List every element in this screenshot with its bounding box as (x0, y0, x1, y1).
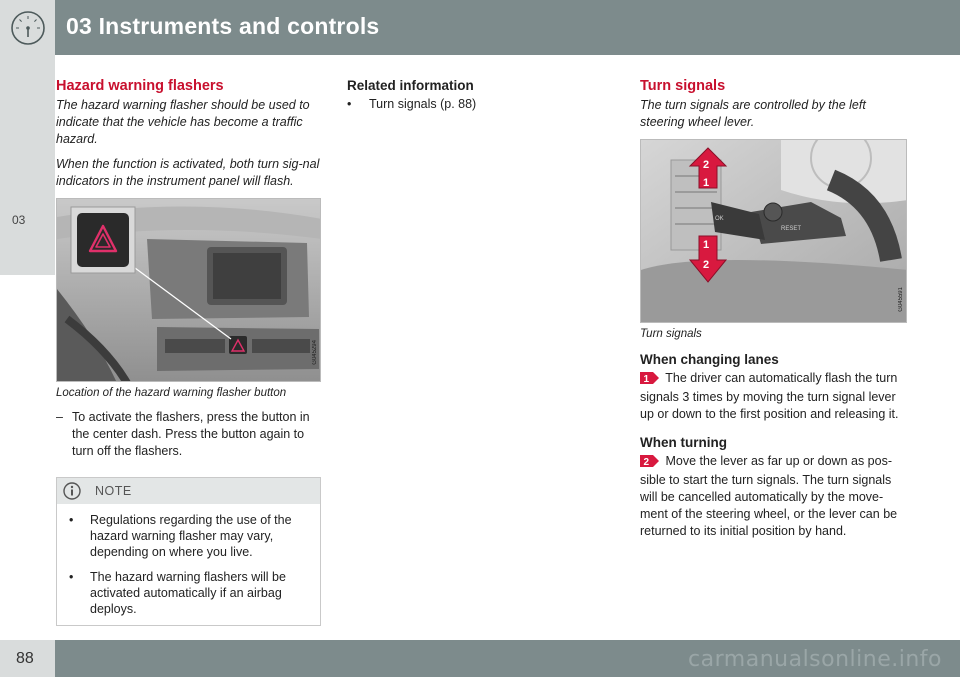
bullet: • (69, 513, 74, 527)
svg-text:2: 2 (703, 159, 710, 171)
chapter-tab-label: 03 (12, 213, 26, 227)
dashboard-illustration (57, 199, 321, 382)
chapter-tab (0, 55, 55, 275)
hazard-intro-2: When the function is activated, both turn sig-nal indicators in the instrument panel will flash. (56, 157, 320, 188)
page-number-box (0, 640, 55, 677)
figure-code: G045591 (898, 287, 904, 312)
hazard-intro-1: The hazard warning flasher should be used to indicate that the vehicle has become a traffic hazard. (56, 98, 310, 146)
svg-text:2: 2 (703, 259, 710, 271)
turn-signals-heading: Turn signals (640, 78, 726, 94)
turn-signals-figure (640, 139, 907, 323)
note-label: NOTE (95, 484, 132, 498)
note-item-1: Regulations regarding the use of the hazard warning flasher may vary, depending on where you live. (90, 513, 292, 559)
bullet: • (347, 97, 352, 111)
svg-text:1: 1 (703, 177, 710, 189)
page-title: 03 Instruments and controls (66, 13, 380, 39)
figure-code: G045294 (312, 340, 318, 365)
note-body (57, 504, 320, 625)
list-item (69, 569, 312, 617)
page-footer (0, 640, 960, 677)
lever-reset-label: RESET (781, 226, 802, 232)
related-list (347, 96, 607, 113)
turning-heading: When turning (640, 435, 727, 450)
hazard-step-text: To activate the flashers, press the button in the center dash. Press the button again to turn off the flashers. (72, 410, 310, 458)
gauge-icon (8, 8, 48, 48)
list-item (56, 409, 321, 460)
step-2-icon (640, 455, 660, 472)
turning-body: Move the lever as far up or down as pos-sible to start the turn signals. The turn signals will be cancelled automatically by the move-ment of the steering wheel, or the lever can be returned to its initial position by hand. (640, 454, 898, 538)
note-box (56, 477, 321, 626)
step-1-number: 1 (643, 374, 650, 384)
hazard-section (56, 78, 321, 626)
changing-lanes-text (640, 370, 908, 423)
list-item (69, 512, 312, 560)
hazard-figure (56, 198, 321, 382)
svg-text:1: 1 (703, 239, 710, 251)
changing-lanes-heading: When changing lanes (640, 352, 779, 367)
dash-marker: – (56, 410, 63, 424)
lever-illustration (641, 140, 907, 323)
turning-text (640, 453, 908, 540)
note-header (57, 478, 320, 504)
hazard-heading: Hazard warning flashers (56, 78, 224, 94)
turn-signals-section (640, 78, 908, 540)
bullet: • (69, 570, 74, 584)
info-icon (63, 482, 81, 500)
related-section (347, 78, 607, 113)
related-link-turn-signals[interactable]: Turn signals (p. 88) (369, 97, 477, 111)
changing-lanes-section (640, 352, 908, 423)
list-item (347, 96, 607, 113)
page-header (0, 0, 960, 55)
step-1-icon (640, 372, 660, 389)
turning-section (640, 435, 908, 540)
lever-ok-label: OK (715, 216, 724, 222)
changing-lanes-body: The driver can automatically flash the turn signals 3 times by moving the turn signal lever up or down to the first position and releasing it. (640, 371, 899, 421)
header-icon-box (0, 0, 55, 55)
hazard-figure-caption: Location of the hazard warning flasher button (56, 387, 287, 399)
turn-signals-figure-caption: Turn signals (640, 328, 702, 340)
step-2-number: 2 (643, 457, 650, 467)
page-number: 88 (16, 650, 34, 667)
hazard-steps (56, 409, 321, 460)
turn-signals-intro: The turn signals are controlled by the left steering wheel lever. (640, 98, 866, 129)
note-item-2: The hazard warning flashers will be activated automatically if an airbag deploys. (90, 570, 286, 616)
related-heading: Related information (347, 78, 474, 93)
watermark: carmanualsonline.info (688, 647, 942, 672)
